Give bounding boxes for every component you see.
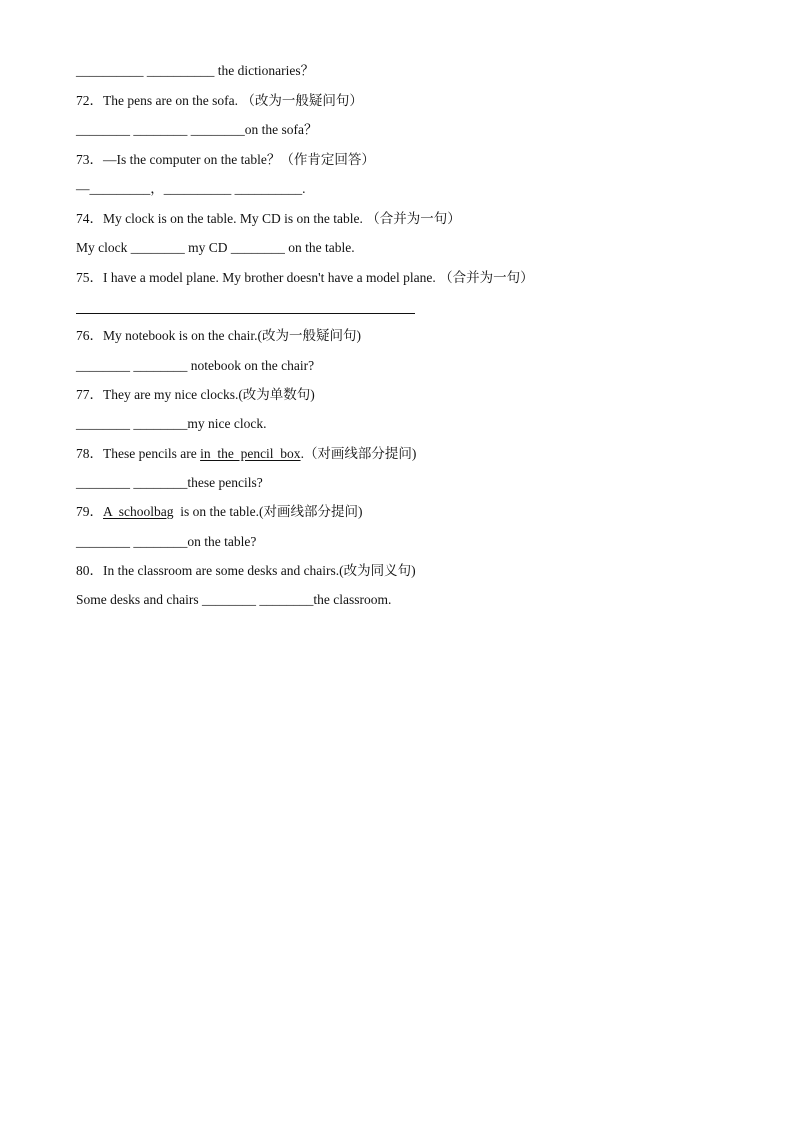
question-79-text: is on the table.(对画线部分提问) bbox=[173, 504, 363, 519]
question-76: 76．My notebook is on the chair.(改为一般疑问句) bbox=[76, 328, 361, 343]
answer-line-80: Some desks and chairs ________ ________the classroom. bbox=[76, 592, 392, 607]
question-77: 77．They are my nice clocks.(改为单数句) bbox=[76, 387, 315, 402]
question-75: 75．I have a model plane. My brother doesn't have a model plane. （合并为一句） bbox=[76, 270, 534, 285]
question-78 bbox=[76, 445, 416, 463]
answer-rule-75 bbox=[76, 313, 415, 314]
question-74: 74．My clock is on the table. My CD is on the table. （合并为一句） bbox=[76, 211, 461, 226]
question-72: 72．The pens are on the sofa. （改为一般疑问句） bbox=[76, 93, 363, 108]
answer-line-77: ________ ________my nice clock. bbox=[76, 416, 267, 431]
answer-line-79: ________ ________on the table? bbox=[76, 534, 257, 549]
answer-line-72: ________ ________ ________on the sofa？ bbox=[76, 122, 318, 137]
question-73: 73．—Is the computer on the table？（作肯定回答） bbox=[76, 152, 375, 167]
question-79-number: 79． bbox=[76, 504, 103, 519]
answer-line-76: ________ ________ notebook on the chair? bbox=[76, 358, 315, 373]
question-78-text: 78．These pencils are bbox=[76, 446, 201, 461]
underlined-phrase-78: in the pencil box bbox=[200, 446, 301, 461]
underlined-phrase-79: A schoolbag bbox=[103, 504, 174, 519]
answer-line-71: __________ __________ the dictionaries？ bbox=[76, 63, 315, 78]
answer-line-78: ________ ________these pencils? bbox=[76, 475, 263, 490]
answer-line-74: My clock ________ my CD ________ on the table. bbox=[76, 240, 355, 255]
question-79 bbox=[76, 503, 362, 521]
question-78-instruction: .（对画线部分提问) bbox=[300, 446, 417, 461]
answer-line-73: —_________，__________ __________. bbox=[76, 181, 306, 196]
question-80: 80．In the classroom are some desks and chairs.(改为同义句) bbox=[76, 563, 416, 578]
